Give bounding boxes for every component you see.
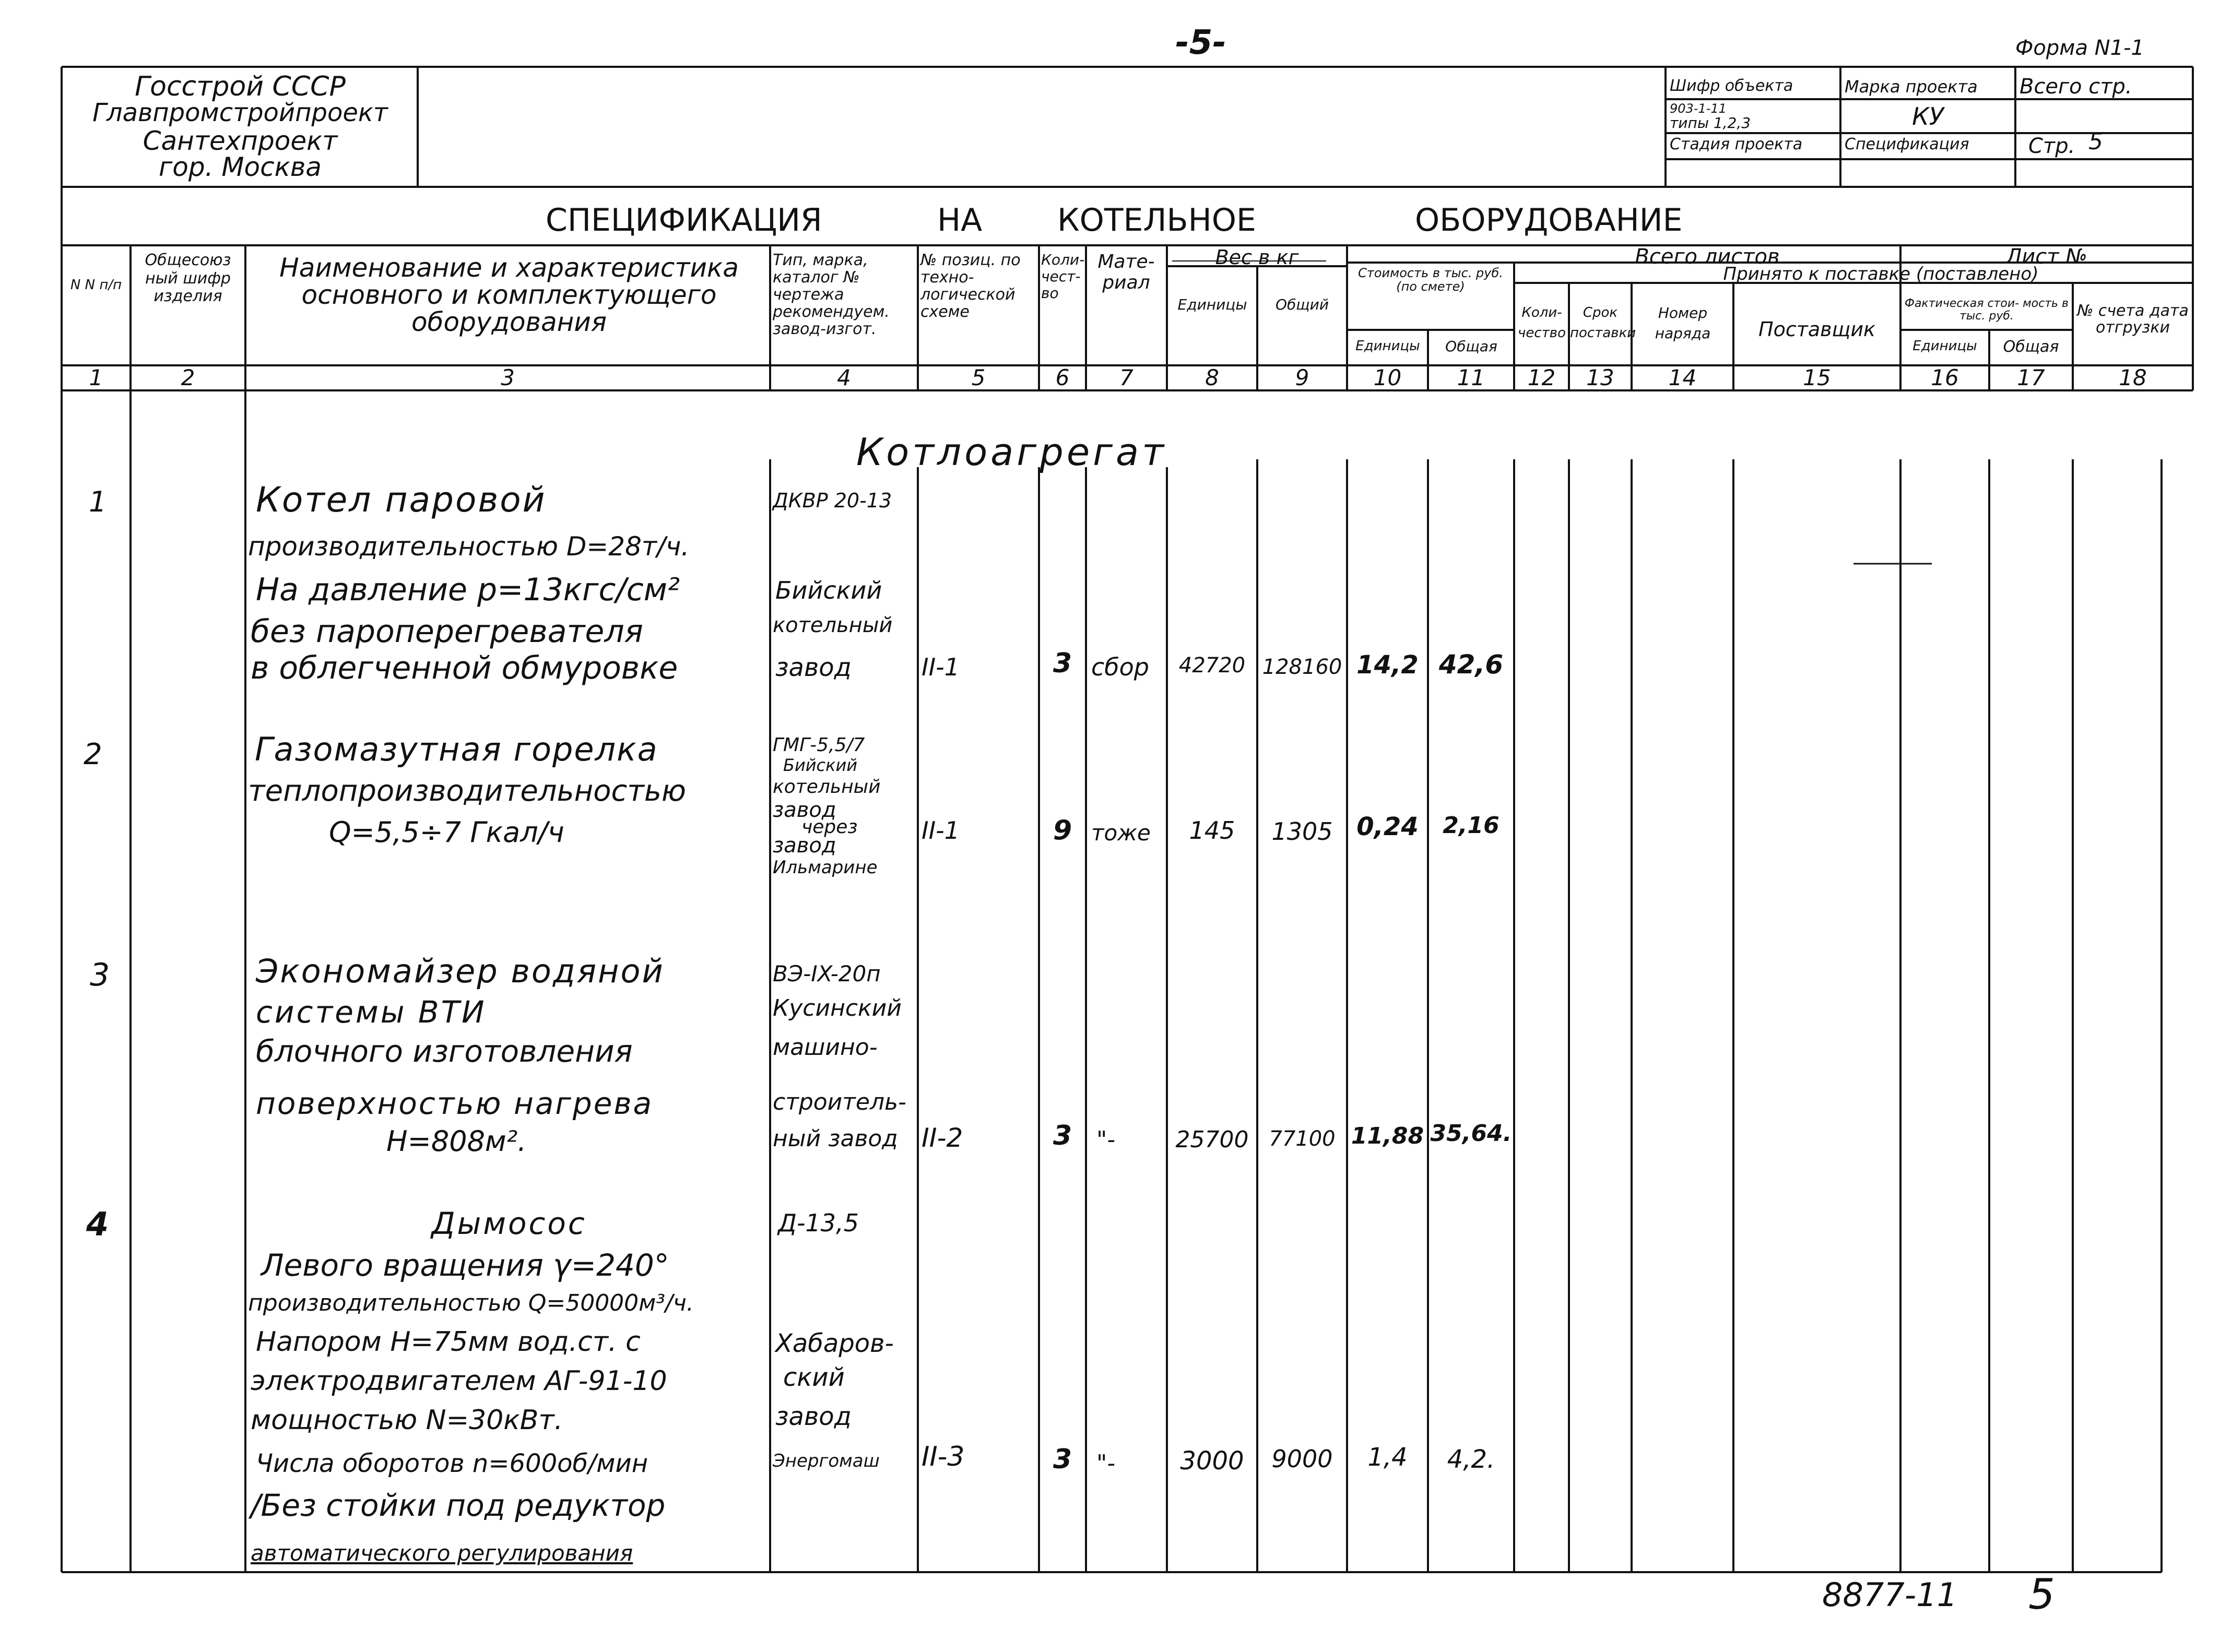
row-2-position: II-1 [922, 816, 960, 845]
title-word-equipment: ОБОРУДОВАНИЕ [1415, 202, 1683, 239]
row-3-weight-total: 77100 [1269, 1127, 1336, 1151]
row-4-position: II-3 [922, 1441, 965, 1472]
row-1-type-line-1: ДКВР 20-13 [773, 489, 892, 512]
row-3-cost-unit: 11,88 [1351, 1123, 1424, 1149]
row-4-cost-total: 4,2. [1447, 1445, 1495, 1474]
row-2-cost-unit: 0,24 [1356, 812, 1419, 841]
col-header-accepted-qty: Коли- чество [1517, 305, 1566, 341]
row-3-name-line-5: H=808м². [386, 1125, 527, 1158]
row-4-name-line-5: электродвигателем АГ-91-10 [251, 1365, 667, 1397]
row-1-weight-total: 128160 [1262, 655, 1342, 679]
col-number-12: 12 [1527, 365, 1556, 390]
col-number-16: 16 [1931, 365, 1959, 390]
row-4-material: "- [1096, 1450, 1116, 1477]
row-1-weight-unit: 42720 [1178, 653, 1246, 678]
row-1-quantity: 3 [1053, 648, 1072, 679]
row-1-type-line-4: завод [775, 653, 852, 682]
row-2-material: тоже [1091, 820, 1151, 846]
col-header-name-line-3: оборудования [411, 307, 607, 337]
col-number-14: 14 [1668, 365, 1697, 390]
row-2-name-line-2: теплопроизводительностью [248, 774, 687, 808]
page-label: Стр. [2028, 134, 2075, 158]
col-header-cost-unit: Единицы [1355, 338, 1420, 354]
col-header-type: Тип, марка, каталог № чертежа рекомендуем. завод-изгот. [773, 251, 890, 338]
org-line-2: Главпромстройпроект [92, 98, 388, 127]
form-label: Форма N1-1 [2015, 36, 2144, 60]
col-number-7: 7 [1119, 365, 1133, 390]
col-header-material: Мате- риал [1097, 251, 1155, 293]
col-header-cost-total: Общая [1445, 338, 1497, 355]
object-code-value-1: 903-1-11 [1670, 101, 1727, 116]
row-3-cost-total: 35,64. [1430, 1120, 1512, 1147]
row-2-name-line-3: Q=5,5÷7 Гкал/ч [329, 816, 564, 849]
row-3-weight-unit: 25700 [1175, 1126, 1249, 1153]
title-word-specification: СПЕЦИФИКАЦИЯ [546, 202, 822, 239]
title-word-boiler: КОТЕЛЬНОЕ [1057, 202, 1256, 239]
col-header-actual-cost-total: Общая [2003, 338, 2059, 356]
page-number: -5- [1175, 23, 1226, 62]
col-header-number: N N п/п [70, 277, 122, 293]
project-stage-label: Стадия проекта [1670, 135, 1803, 153]
col-header-supplier: Поставщик [1758, 318, 1875, 341]
row-2-type-line-7: Ильмарине [773, 857, 878, 878]
row-3-type-line-1: ВЭ-IX-20п [773, 961, 881, 987]
col-header-position: № позиц. по техно- логической схеме [920, 251, 1021, 321]
row-4-name-line-4: Напором H=75мм вод.ст. с [256, 1326, 641, 1358]
page-value: 5 [2088, 128, 2103, 155]
col-header-name-line-2: основного и комплектующего [301, 280, 717, 310]
row-2-weight-total: 1305 [1271, 817, 1333, 846]
row-2-type-line-1: ГМГ-5,5/7 [773, 734, 865, 756]
row-1-name-line-2: производительностью D=28т/ч. [248, 531, 690, 562]
row-1-name-line-5: в облегченной обмуровке [251, 650, 678, 686]
row-4-weight-unit: 3000 [1180, 1446, 1244, 1476]
col-number-17: 17 [2017, 365, 2045, 390]
row-2-type-line-2: Бийский [783, 755, 858, 775]
row-3-type-line-4: строитель- [773, 1089, 906, 1115]
col-header-weight-unit: Единицы [1177, 296, 1247, 313]
row-4-name-line-8: /Без стойки под редуктор [251, 1488, 666, 1523]
row-2-type-line-3: котельный [773, 776, 881, 798]
row-4-name-line-6: мощностью N=30кВт. [251, 1405, 563, 1436]
row-4-type-line-5: Энергомаш [773, 1451, 880, 1471]
col-header-weight-total: Общий [1275, 296, 1329, 313]
project-mark-value: КУ [1912, 102, 1944, 130]
col-header-accepted-group: Принято к поставке (поставлено) [1723, 264, 2039, 284]
row-1-name-line-1: Котел паровой [256, 480, 547, 520]
row-4-name-line-9: автоматического регулирования [251, 1540, 633, 1566]
row-3-material: "- [1096, 1126, 1116, 1153]
col-number-5: 5 [971, 365, 986, 390]
row-4-number: 4 [86, 1205, 109, 1243]
row-2-quantity: 9 [1053, 815, 1072, 846]
row-4-type-line-2: Хабаров- [775, 1329, 894, 1358]
row-2-weight-unit: 145 [1189, 816, 1235, 845]
row-1-material: сбор [1091, 653, 1150, 681]
project-mark-label: Марка проекта [1845, 77, 1978, 97]
row-3-type-line-2: Кусинский [773, 995, 902, 1021]
object-code-value-2: типы 1,2,3 [1670, 114, 1751, 132]
col-header-cost-group: Стоимость в тыс. руб. (по смете) [1358, 266, 1503, 294]
col-number-10: 10 [1373, 365, 1402, 390]
specification-label: Спецификация [1845, 135, 1969, 153]
row-3-name-line-1: Экономайзер водяной [256, 952, 665, 990]
row-4-type-line-4: завод [775, 1402, 852, 1431]
row-3-type-line-3: машино- [773, 1034, 878, 1061]
row-3-position: II-2 [922, 1123, 963, 1153]
col-header-name-line-1: Наименование и характеристика [279, 253, 739, 283]
row-2-cost-total: 2,16 [1443, 812, 1499, 839]
col-header-quantity: Коли- чест- во [1041, 251, 1085, 302]
row-4-name-line-1: Дымосос [431, 1206, 587, 1241]
row-3-number: 3 [90, 957, 110, 993]
col-header-order-number: Номер наряда [1655, 304, 1711, 342]
org-line-3: Сантехпроект [143, 126, 338, 156]
row-4-name-line-7: Числа оборотов n=600об/мин [256, 1449, 648, 1478]
row-2-type-line-4: завод [773, 798, 836, 822]
row-2-number: 2 [84, 738, 102, 771]
row-1-name-line-3: На давление р=13кгс/см² [256, 572, 680, 608]
col-number-18: 18 [2119, 365, 2147, 390]
row-3-name-line-4: поверхностью нагрева [256, 1086, 654, 1121]
org-line-4: гор. Москва [159, 152, 322, 182]
row-1-cost-unit: 14,2 [1356, 650, 1419, 680]
col-header-actual-cost-unit: Единицы [1912, 338, 1977, 354]
row-4-type-line-1: Д-13,5 [778, 1209, 859, 1237]
col-header-total-sheets-group: Всего листов [1635, 245, 1780, 269]
row-2-name-line-1: Газомазутная горелка [255, 730, 658, 768]
row-3-name-line-3: блочного изготовления [256, 1033, 633, 1069]
row-2-type-line-5: через [801, 816, 858, 838]
col-number-6: 6 [1055, 365, 1070, 390]
col-number-13: 13 [1586, 365, 1614, 390]
col-header-weight-group: Вес в кг [1215, 246, 1299, 269]
row-4-type-line-3: ский [783, 1363, 845, 1392]
org-line-1: Госстрой СССР [135, 71, 346, 102]
row-1-number: 1 [89, 485, 107, 518]
col-number-9: 9 [1295, 365, 1309, 390]
row-4-name-line-3: производительностью Q=50000м³/ч. [248, 1290, 694, 1316]
section-title: Котлоагрегат [856, 430, 1167, 474]
col-number-15: 15 [1803, 365, 1831, 390]
row-4-name-line-2: Левого вращения γ=240° [261, 1247, 669, 1283]
row-1-type-line-2: Бийский [775, 576, 882, 604]
col-number-1: 1 [89, 365, 103, 390]
col-number-3: 3 [501, 365, 515, 390]
col-header-actual-cost-group: Фактическая стои- мость в тыс. руб. [1905, 297, 2069, 323]
row-4-quantity: 3 [1053, 1444, 1072, 1475]
drawing-number: 8877-11 [1822, 1576, 1958, 1614]
title-word-na: НА [937, 202, 983, 239]
col-header-invoice: № счета дата отгрузки [2077, 302, 2189, 337]
object-code-label: Шифр объекта [1670, 77, 1793, 95]
sheet-number: 5 [2028, 1570, 2055, 1619]
col-header-union-code: Общесоюз ный шифр изделия [145, 251, 231, 305]
row-1-cost-total: 42,6 [1438, 649, 1504, 680]
row-1-name-line-4: без пароперегревателя [251, 613, 643, 650]
row-3-name-line-2: системы ВТИ [256, 994, 487, 1030]
col-number-8: 8 [1205, 365, 1219, 390]
col-header-delivery-term: Срок поставки [1570, 305, 1636, 341]
row-3-quantity: 3 [1053, 1120, 1072, 1151]
row-4-weight-total: 9000 [1271, 1445, 1333, 1473]
col-number-2: 2 [181, 365, 195, 390]
total-pages-label: Всего стр. [2020, 75, 2132, 99]
col-header-sheet-no-group: Лист № [2006, 245, 2087, 269]
col-number-4: 4 [837, 365, 851, 390]
row-3-type-line-5: ный завод [773, 1125, 898, 1152]
row-1-position: II-1 [922, 653, 960, 681]
row-2-type-line-6: завод [773, 834, 836, 858]
row-1-type-line-3: котельный [773, 613, 893, 637]
row-4-cost-unit: 1,4 [1367, 1443, 1408, 1472]
col-number-11: 11 [1457, 365, 1485, 390]
